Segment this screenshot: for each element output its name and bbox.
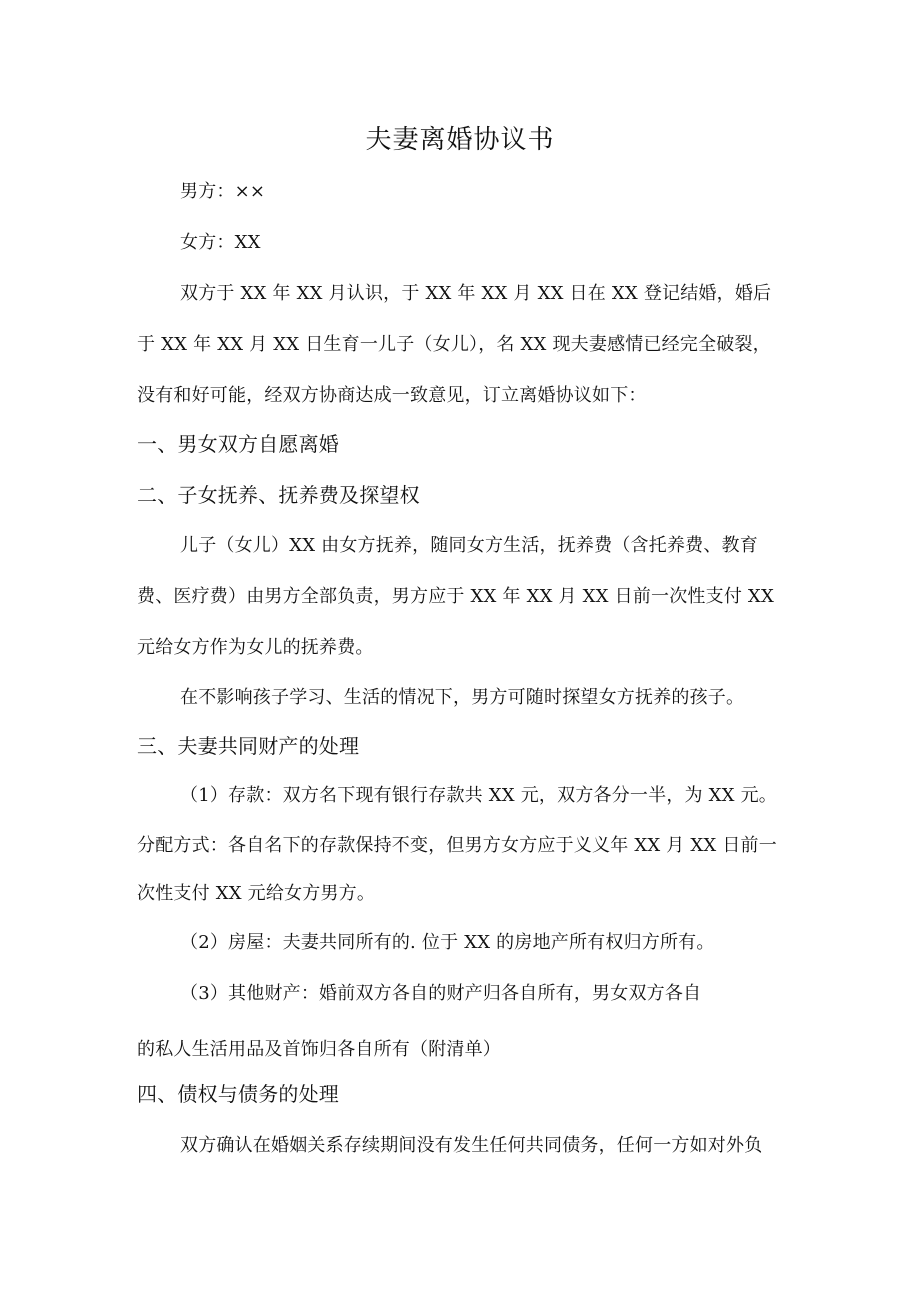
section-3-heading: 三、夫妻共同财产的处理 xyxy=(137,734,360,758)
female-party-line: 女方：XX xyxy=(180,232,261,253)
section-2-heading: 二、子女抚养、抚养费及探望权 xyxy=(137,483,420,507)
intro-line-1: 双方于 XX 年 XX 月认识，于 XX 年 XX 月 XX 日在 XX 登记结婚，婚后 xyxy=(180,283,772,304)
section-2-para-1-line-3: 元给女方作为女儿的抚养费。 xyxy=(137,637,374,658)
section-2-para-1-line-2: 费、医疗费）由男方全部负责，男方应于 XX 年 XX 月 XX 日前一次性支付 XX xyxy=(137,586,774,607)
section-3-item-2: （2）房屋：夫妻共同所有的. 位于 XX 的房地产所有权归方所有。 xyxy=(180,932,715,953)
section-3-item-3-line-2: 的私人生活用品及首饰归各自所有（附清单） xyxy=(137,1039,501,1060)
intro-line-2: 于 XX 年 XX 月 XX 日生育一儿子（女儿），名 XX 现夫妻感情已经完全破裂， xyxy=(137,334,771,355)
section-3-item-3-line-1: （3）其他财产：婚前双方各自的财产归各自所有，男女双方各自 xyxy=(180,983,702,1004)
section-1-heading: 一、男女双方自愿离婚 xyxy=(137,432,339,456)
section-3-item-1-line-2: 分配方式：各自名下的存款保持不变，但男方女方应于义义年 XX 月 XX 日前一 xyxy=(137,835,777,856)
section-2-para-1-line-1: 儿子（女儿）XX 由女方抚养，随同女方生活，抚养费（含托养费、教育 xyxy=(180,535,758,556)
male-party-line: 男方：×× xyxy=(180,181,266,202)
section-3-item-1-line-3: 次性支付 XX 元给女方男方。 xyxy=(137,883,376,904)
section-2-para-2: 在不影响孩子学习、生活的情况下，男方可随时探望女方抚养的孩子。 xyxy=(180,687,745,708)
document-title: 夫妻离婚协议书 xyxy=(365,125,555,155)
section-4-heading: 四、债权与债务的处理 xyxy=(137,1082,339,1106)
intro-line-3: 没有和好可能，经双方协商达成一致意见，订立离婚协议如下： xyxy=(137,385,647,406)
section-4-para: 双方确认在婚姻关系存续期间没有发生任何共同债务，任何一方如对外负 xyxy=(180,1135,763,1156)
section-3-item-1-line-1: （1）存款：双方名下现有银行存款共 XX 元，双方各分一半，为 XX 元。 xyxy=(180,785,777,806)
